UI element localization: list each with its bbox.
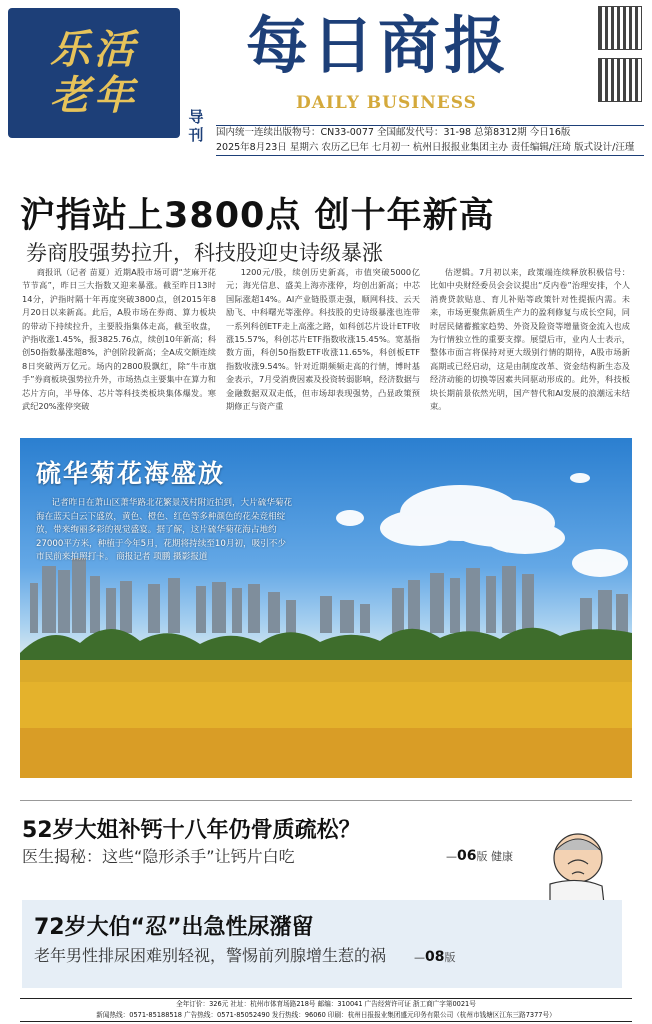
page-number: 06 [457,848,477,864]
footer-info [20,998,632,1022]
footer-row: 新闻热线：0571-85188518 广告热线：0571-85052490 发行热线：96060 印刷：杭州日报报业集团盛元印务有限公司（杭州市钱塘区江东三路7377号） [96,1010,556,1019]
divider [20,800,632,801]
date-editor-line: 2025年8月23日 星期六 农历乙巳年 七月初一 杭州日报报业集团主办 责任编辑/汪琦 版式设计/汪瑾 [216,141,644,156]
supplement-logo [8,8,180,138]
newspaper-title-en: DAILY BUSINESS [296,93,477,113]
qr-code-icon [598,58,642,102]
teaser-subtitle: 医生揭秘：这些“隐形杀手”让钙片白吃 [22,847,295,866]
photo-feature-title: 硫华菊花海盛放 [36,459,226,488]
lead-body-column: 商报讯（记者 苗夏）近期A股市场可谓“芝麻开花节节高”，昨日三大指数又迎来暴涨。截至昨日13时14分，沪指时隔十年再度突破3800点，创2015年8月20日以来新高。此后，A股市场在券商、算力板块的带动下持续拉升，主要股指集体走高，截至收盘，沪指收涨1.45%，报3825.76点，续创10年新高；科创50指数暴涨超8%，沪创阶段新高；全A成交额连续8日突破两万亿元。场内的2800股飘红，除“牛市旗手”券商板块强势拉升外，市场热点主要集中在算力和芯片方向，半导体、芯片等科技类板块集体爆发。寒武纪20%涨停突破 [22,267,216,412]
teaser-page-ref[interactable]: —06版 健康 [446,848,513,864]
issue-info-line: 国内统一连续出版物号：CN33-0077 全国邮发代号：31-98 总第8312期 今日16版 [216,125,644,140]
guide-label: 导刊 [188,108,204,144]
lead-subhead: 券商股强势拉升，科技股迎史诗级暴涨 [26,241,383,265]
qr-code-icon [598,6,642,50]
teaser-title[interactable]: 52岁大姐补钙十八年仍骨质疏松？ [22,818,361,843]
lead-body-column: 估逻辑。7月初以来，政策端连续释放积极信号：比如中央财经委员会会议提出“反内卷”治理安排，个人消费贷款贴息、育儿补贴等政策针对性提振内需。未来，市场更聚焦新质生产力的盈利修复与成长空间，同时居民储蓄搬家趋势、外资及险资等增量资金流入也成为行情独立性的重要支撑。展望后市，业内人士表示，整体市面言将保持对更大级别行情的期待，A股市场新高期或已经启动，这是由制度改革、资金结构新生态及经济动能的切换等因素共同驱动形成的。此外，科技板块长期前景依然光明，国产替代和AI发展的浪潮远未结束。 [430,267,630,412]
supplement-logo-text: 乐活老年 [50,26,138,119]
page-section: 版 [444,951,456,964]
newspaper-title: 每日商报 [246,9,511,82]
cloud-icon [336,473,628,577]
teaser-page-ref[interactable]: —08版 [414,949,456,965]
lead-headline: 沪指站上3800点 创十年新高 [20,196,495,236]
page-number: 08 [425,949,445,965]
lead-body-column: 1200元/股，续创历史新高，市值突破5000亿元；海光信息、盛美上海亦涨停，均创出新高；中芯国际涨超14%。AI产业链股票走强，顺网科技、云天励飞、中科曙光等涨停。科技股的史诗级暴涨也连带一系列科创ETF走上高涨之路，如科创芯片设计ETF收涨15.57%，科创芯片ETF指数收涨15.45%。宽基指数方面，科创50指数ETF收涨11.65%，科创板ETF指数收涨9.54%。针对近期频频走高的行情，博时基金表示，7月受消费因素及投资转弱影响，经济数据与金融数据双双走低，但市场却表现强势，凸显政策预期修正与资产重 [226,267,420,412]
teaser-subtitle: 老年男性排尿困难别轻视，警惕前列腺增生惹的祸 [34,946,387,965]
teaser-title[interactable]: 72岁大伯“忍”出急性尿潴留 [34,915,314,940]
footer-row: 全年订价：326元 社址：杭州市体育场路218号 邮编：310041 广告经营许可证 浙工商广字第0021号 [176,1000,476,1008]
photo-feature-caption: 记者昨日在萧山区萧华路北花繁景茂村附近拍到，大片硫华菊花海在蓝天白云下盛放，黄色、橙色、红色等多种颜色的花朵竞相绽放，带来绚丽多彩的视觉盛宴。据了解，这片硫华菊花海占地约27000平方米，种植于今年5月，花期将持续至10月初，吸引不少市民前来拍照打卡。 商报记者 项鹏 摄影报道 [36,498,293,563]
page-section: 版 健康 [476,850,513,863]
